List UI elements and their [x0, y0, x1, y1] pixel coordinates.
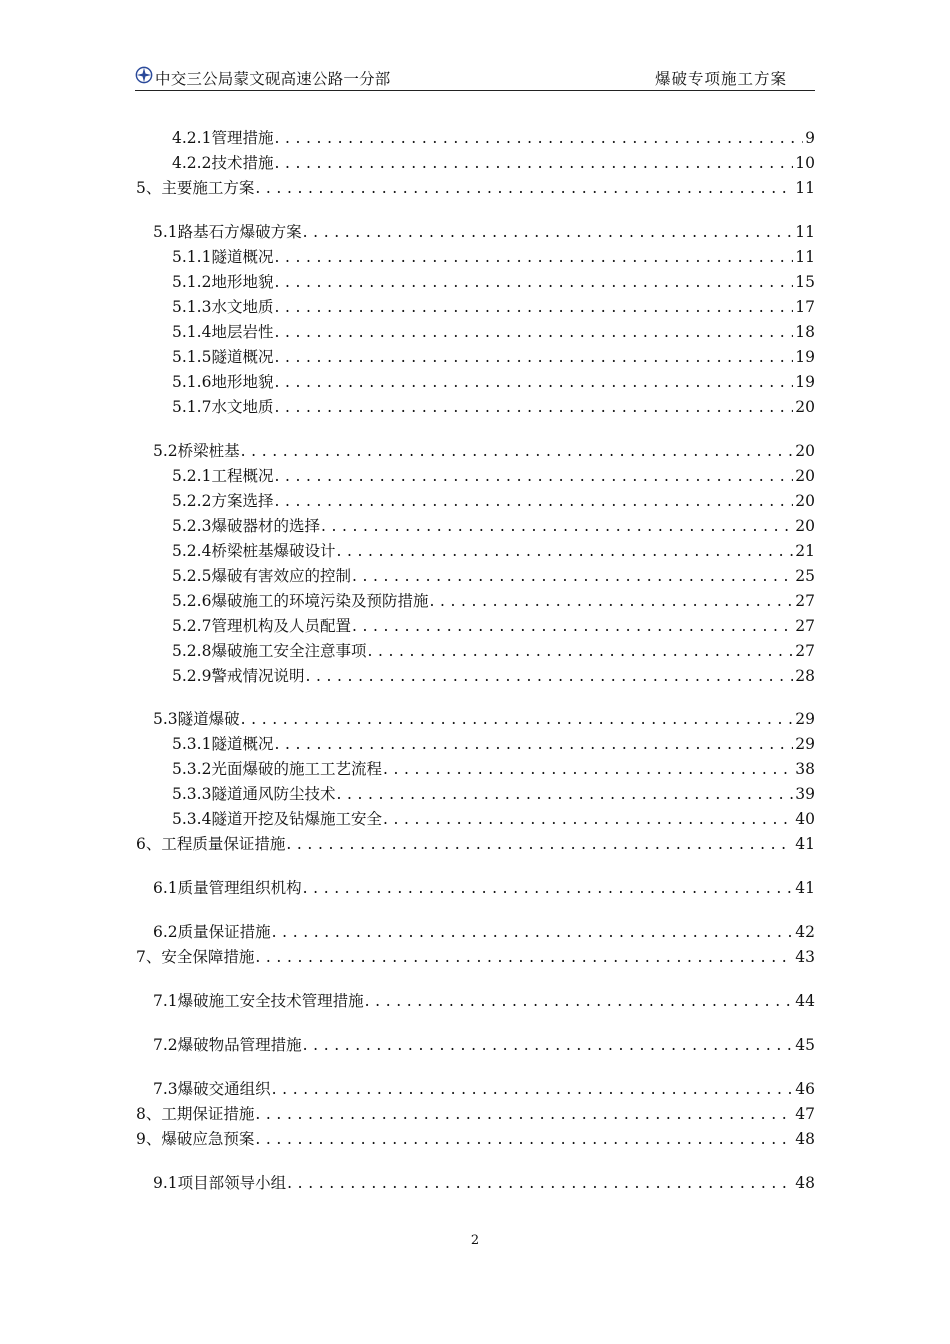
toc-leader-dots	[429, 590, 793, 612]
toc-entry[interactable]	[172, 540, 815, 562]
toc-entry-label: 5.3.1隧道概况	[172, 735, 274, 753]
toc-entry-label: 5.2.7管理机构及人员配置	[172, 617, 351, 635]
toc-entry-page: 29	[795, 735, 815, 753]
toc-entry-page: 47	[795, 1105, 815, 1123]
toc-entry-page: 48	[795, 1174, 815, 1192]
toc-entry-page: 40	[795, 810, 815, 828]
toc-entry-label: 5.1.3水文地质	[172, 298, 274, 316]
toc-entry-page: 10	[795, 154, 815, 172]
toc-entry-label: 7.1爆破施工安全技术管理措施	[153, 992, 364, 1010]
toc-entry[interactable]	[136, 833, 815, 855]
toc-entry-label: 5.1.1隧道概况	[172, 248, 274, 266]
toc-entry[interactable]	[136, 1128, 815, 1150]
toc-entry-label: 6、工程质量保证措施	[136, 835, 286, 853]
toc-entry[interactable]	[172, 152, 815, 174]
toc-entry-label: 5.2.1工程概况	[172, 467, 274, 485]
toc-leader-dots	[303, 877, 794, 899]
toc-entry-page: 27	[795, 617, 815, 635]
toc-entry-page: 48	[795, 1130, 815, 1148]
toc-entry-page: 41	[795, 879, 815, 897]
toc-entry[interactable]	[153, 1034, 815, 1056]
toc-entry-label: 5.1.6地形地貌	[172, 373, 274, 391]
toc-entry-label: 5.1.4地层岩性	[172, 323, 274, 341]
toc-entry[interactable]	[172, 321, 815, 343]
toc-entry-page: 43	[795, 948, 815, 966]
toc-entry[interactable]	[153, 708, 815, 730]
page-header	[135, 62, 815, 91]
toc-entry-page: 25	[795, 567, 815, 585]
toc-entry-label: 5.2.2方案选择	[172, 492, 274, 510]
toc-entry-label: 7、安全保障措施	[136, 948, 255, 966]
toc-entry[interactable]	[153, 877, 815, 899]
toc-entry-label: 5.3.4隧道开挖及钻爆施工安全	[172, 810, 382, 828]
toc-entry[interactable]	[172, 665, 815, 687]
toc-leader-dots	[383, 758, 793, 780]
toc-leader-dots	[274, 733, 793, 755]
toc-leader-dots	[274, 246, 793, 268]
toc-entry-page: 44	[795, 992, 815, 1010]
toc-entry[interactable]	[136, 177, 815, 199]
toc-entry[interactable]	[172, 758, 815, 780]
toc-entry-label: 5.2.4桥梁桩基爆破设计	[172, 542, 336, 560]
toc-entry[interactable]	[172, 465, 815, 487]
toc-entry-label: 5.1.7水文地质	[172, 398, 274, 416]
toc-entry-label: 9.1项目部领导小组	[153, 1174, 287, 1192]
toc-leader-dots	[255, 1128, 793, 1150]
toc-entry-label: 5.3隧道爆破	[153, 710, 240, 728]
toc-entry[interactable]	[153, 990, 815, 1012]
toc-leader-dots	[241, 440, 794, 462]
toc-entry[interactable]	[172, 640, 815, 662]
toc-entry-page: 19	[795, 348, 815, 366]
page-number: 2	[470, 1233, 480, 1248]
toc-leader-dots	[272, 921, 794, 943]
toc-entry[interactable]	[172, 808, 815, 830]
toc-leader-dots	[255, 946, 793, 968]
toc-entry-page: 45	[795, 1036, 815, 1054]
toc-leader-dots	[383, 808, 793, 830]
toc-entry-page: 27	[795, 592, 815, 610]
toc-entry-label: 5.2.6爆破施工的环境污染及预防措施	[172, 592, 429, 610]
toc-entry[interactable]	[153, 1078, 815, 1100]
toc-leader-dots	[274, 152, 793, 174]
toc-entry[interactable]	[172, 296, 815, 318]
toc-entry-page: 20	[795, 442, 815, 460]
toc-entry-page: 9	[805, 129, 815, 147]
toc-entry-label: 7.2爆破物品管理措施	[153, 1036, 302, 1054]
toc-entry[interactable]	[153, 921, 815, 943]
toc-leader-dots	[321, 515, 793, 537]
toc-entry-label: 9、爆破应急预案	[136, 1130, 255, 1148]
toc-entry-page: 46	[795, 1080, 815, 1098]
toc-entry-page: 11	[795, 223, 815, 241]
toc-leader-dots	[241, 708, 794, 730]
toc-entry-label: 4.2.1管理措施	[172, 129, 274, 147]
toc-entry[interactable]	[136, 1103, 815, 1125]
toc-leader-dots	[303, 221, 794, 243]
toc-leader-dots	[274, 371, 793, 393]
toc-leader-dots	[352, 615, 793, 637]
toc-entry[interactable]	[172, 783, 815, 805]
toc-leader-dots	[286, 833, 793, 855]
toc-entry-page: 20	[795, 517, 815, 535]
toc-entry-label: 5.1.2地形地貌	[172, 273, 274, 291]
toc-leader-dots	[367, 640, 793, 662]
toc-leader-dots	[274, 346, 793, 368]
toc-entry-label: 6.2质量保证措施	[153, 923, 271, 941]
toc-entry-page: 20	[795, 398, 815, 416]
toc-entry-label: 5、主要施工方案	[136, 179, 255, 197]
toc-entry[interactable]	[153, 440, 815, 462]
toc-entry[interactable]	[172, 590, 815, 612]
toc-leader-dots	[365, 990, 794, 1012]
toc-leader-dots	[336, 540, 793, 562]
toc-entry[interactable]	[172, 490, 815, 512]
toc-entry-page: 18	[795, 323, 815, 341]
toc-entry-page: 29	[795, 710, 815, 728]
toc-entry-page: 27	[795, 642, 815, 660]
toc-leader-dots	[336, 783, 793, 805]
toc-leader-dots	[305, 665, 793, 687]
toc-entry-label: 5.2桥梁桩基	[153, 442, 240, 460]
toc-entry-label: 5.2.8爆破施工安全注意事项	[172, 642, 367, 660]
toc-leader-dots	[272, 1078, 794, 1100]
toc-leader-dots	[255, 177, 793, 199]
toc-entry-label: 8、工期保证措施	[136, 1105, 255, 1123]
toc-leader-dots	[274, 296, 793, 318]
header-document-title: 爆破专项施工方案	[654, 70, 787, 88]
toc-entry[interactable]	[172, 733, 815, 755]
toc-entry[interactable]	[172, 127, 815, 149]
toc-entry[interactable]	[172, 615, 815, 637]
toc-entry[interactable]	[172, 346, 815, 368]
company-logo-icon	[135, 66, 153, 84]
toc-entry-label: 4.2.2技术措施	[172, 154, 274, 172]
toc-entry-label: 5.3.2光面爆破的施工工艺流程	[172, 760, 382, 778]
toc-leader-dots	[274, 396, 793, 418]
toc-entry[interactable]	[136, 946, 815, 968]
toc-entry-label: 7.3爆破交通组织	[153, 1080, 271, 1098]
toc-entry-page: 42	[795, 923, 815, 941]
toc-leader-dots	[274, 127, 803, 149]
toc-entry[interactable]	[172, 515, 815, 537]
header-company-name: 中交三公局蒙文砚高速公路一分部	[155, 70, 391, 88]
toc-entry-page: 11	[795, 179, 815, 197]
toc-entry-page: 19	[795, 373, 815, 391]
toc-entry-label: 5.3.3隧道通风防尘技术	[172, 785, 336, 803]
toc-entry-page: 11	[795, 248, 815, 266]
toc-leader-dots	[274, 465, 793, 487]
toc-leader-dots	[274, 271, 793, 293]
toc-entry[interactable]	[153, 221, 815, 243]
toc-entry-page: 20	[795, 492, 815, 510]
toc-entry-label: 5.1.5隧道概况	[172, 348, 274, 366]
toc-entry[interactable]	[172, 396, 815, 418]
toc-entry-page: 28	[795, 667, 815, 685]
toc-entry-label: 5.2.5爆破有害效应的控制	[172, 567, 351, 585]
toc-entry-page: 38	[795, 760, 815, 778]
toc-entry[interactable]	[172, 246, 815, 268]
toc-entry-page: 20	[795, 467, 815, 485]
toc-entry-page: 17	[795, 298, 815, 316]
toc-entry-label: 6.1质量管理组织机构	[153, 879, 302, 897]
toc-entry-page: 41	[795, 835, 815, 853]
toc-entry-label: 5.1路基石方爆破方案	[153, 223, 302, 241]
toc-entry-page: 21	[795, 542, 815, 560]
toc-entry[interactable]	[172, 271, 815, 293]
toc-leader-dots	[352, 565, 793, 587]
toc-entry-page: 39	[795, 785, 815, 803]
toc-leader-dots	[274, 321, 793, 343]
toc-leader-dots	[274, 490, 793, 512]
page-footer	[0, 1233, 950, 1248]
toc-entry-label: 5.2.9警戒情况说明	[172, 667, 305, 685]
toc-entry-page: 15	[795, 273, 815, 291]
toc-leader-dots	[255, 1103, 793, 1125]
toc-leader-dots	[303, 1034, 794, 1056]
toc-entry-label: 5.2.3爆破器材的选择	[172, 517, 320, 535]
toc-entry[interactable]	[153, 1172, 815, 1194]
toc-leader-dots	[287, 1172, 793, 1194]
toc-entry[interactable]	[172, 565, 815, 587]
toc-entry[interactable]	[172, 371, 815, 393]
